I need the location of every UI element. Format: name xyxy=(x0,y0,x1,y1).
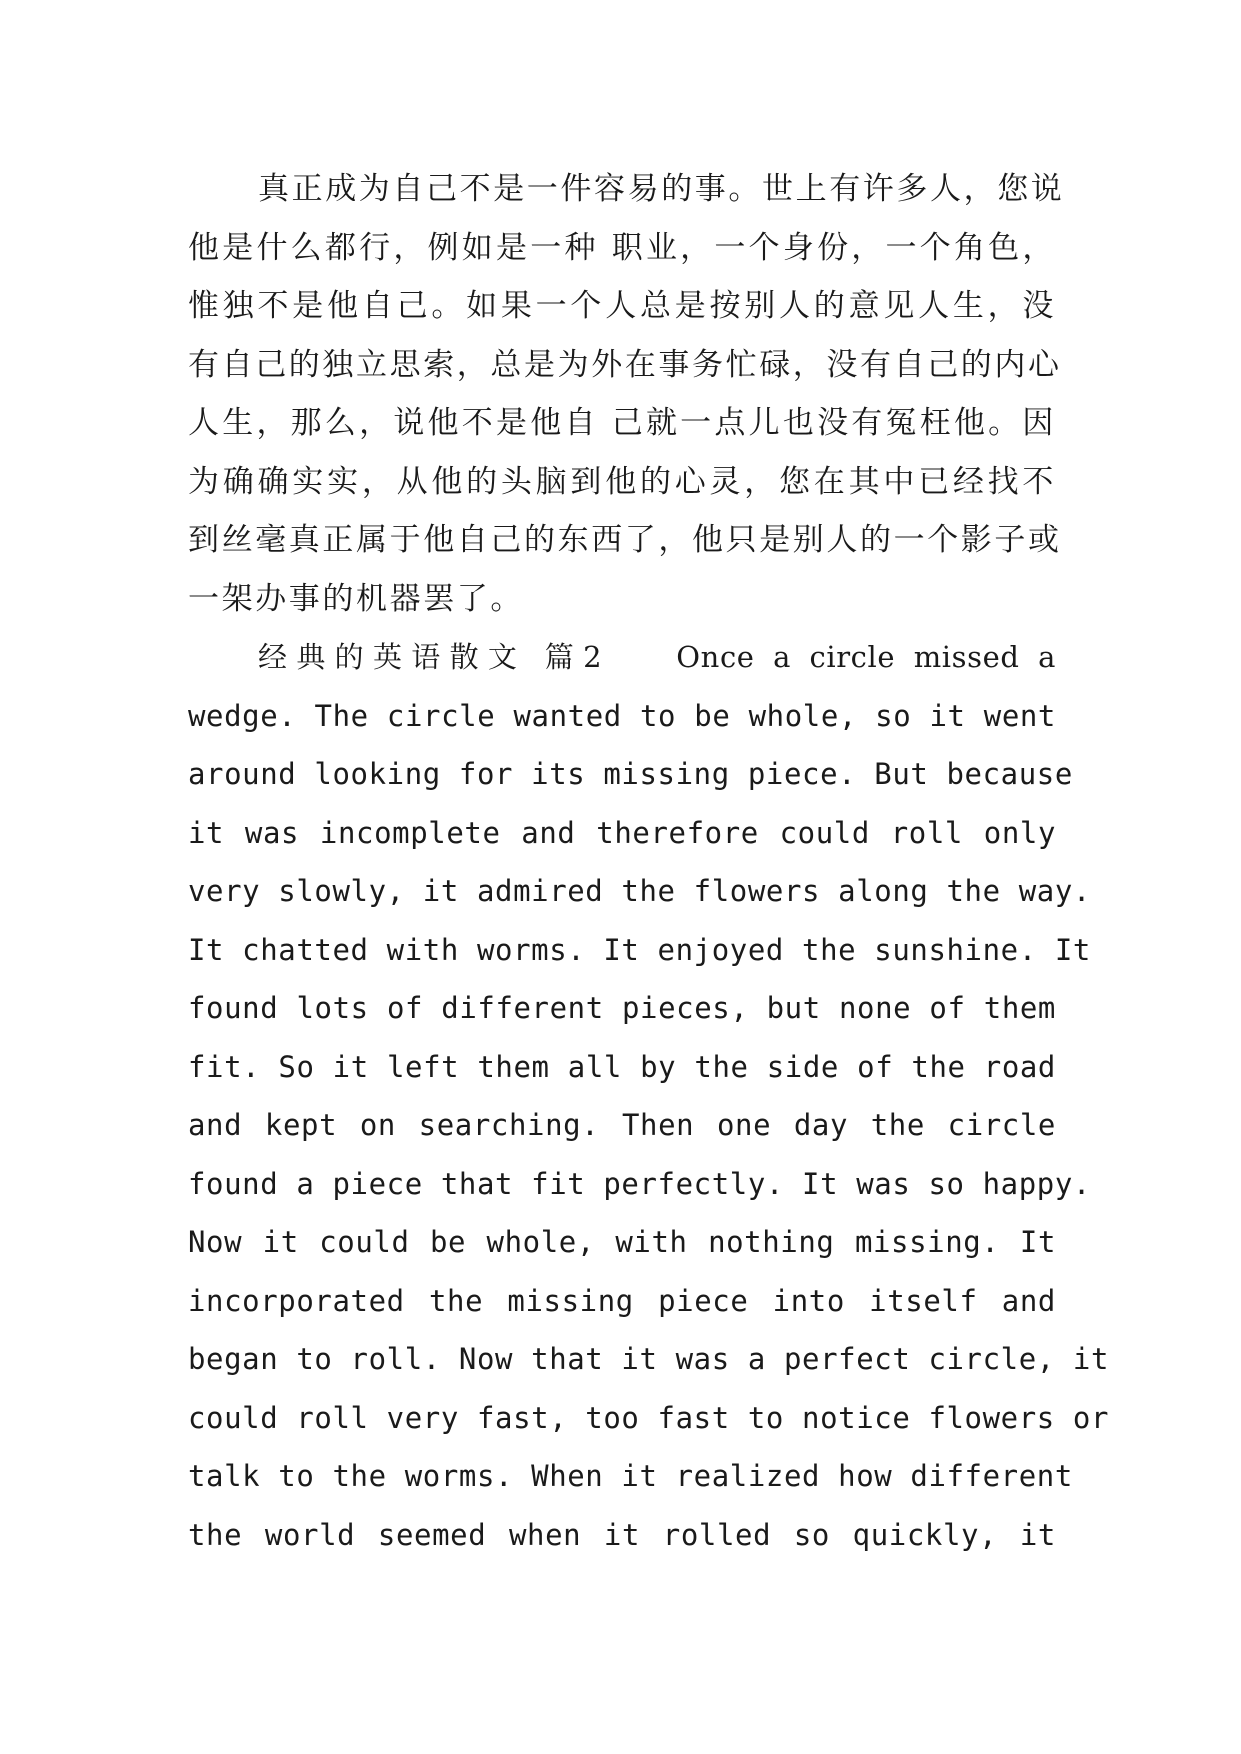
paragraph-line: talk to the worms. When it realized how different xyxy=(188,1459,1073,1493)
paragraph-line: it was incomplete and therefore could roll only xyxy=(188,815,1056,850)
paragraph-line: 惟独不是他自己。如果一个人总是按别人的意见人生，没 xyxy=(188,288,1056,324)
paragraph-line: It chatted with worms. It enjoyed the sunshine. It xyxy=(188,932,1091,967)
paragraph-line: 人生，那么，说他不是他自 己就一点儿也没有冤枉他。因 xyxy=(188,405,1056,441)
paragraph-line: 一架办事的机器罢了。 xyxy=(188,580,524,617)
paragraph-line: 有自己的独立思索，总是为外在事务忙碌，没有自己的内心 xyxy=(188,346,1062,383)
paragraph-line: incorporated the missing piece into itself and xyxy=(188,1283,1056,1318)
paragraph-line: fit. So it left them all by the side of the road xyxy=(188,1049,1056,1084)
paragraph-line: 真正成为自己不是一件容易的事。世上有许多人，您说 xyxy=(258,171,1065,207)
paragraph-line: 他是什么都行，例如是一种 职业，一个身份，一个角色， xyxy=(188,229,1056,266)
paragraph-line: and kept on searching. Then one day the circle xyxy=(188,1108,1056,1142)
paragraph-line: could roll very fast, too fast to notice flowers or xyxy=(188,1400,1110,1435)
paragraph-line: 为确确实实，从他的头脑到他的心灵，您在其中已经找不 xyxy=(188,463,1056,500)
paragraph-line: began to roll. Now that it was a perfect circle, it xyxy=(188,1342,1110,1376)
paragraph-line: wedge. The circle wanted to be whole, so it went xyxy=(188,698,1056,733)
paragraph-line: Now it could be whole, with nothing missing. It xyxy=(188,1225,1056,1259)
paragraph-line: 到丝毫真正属于他自己的东西了，他只是别人的一个影子或 xyxy=(188,522,1062,558)
paragraph-line: found a piece that fit perfectly. It was so happy. xyxy=(188,1166,1091,1201)
paragraph-line: around looking for its missing piece. But because xyxy=(188,757,1073,791)
paragraph-line: very slowly, it admired the flowers along the way. xyxy=(188,874,1091,908)
paragraph-line: the world seemed when it rolled so quickly, it xyxy=(188,1517,1056,1552)
paragraph-line: found lots of different pieces, but none of them xyxy=(188,991,1056,1025)
section-heading-line: 经典的英语散文 篇2 Once a circle missed a xyxy=(258,640,1056,674)
document-body xyxy=(188,160,1110,1564)
